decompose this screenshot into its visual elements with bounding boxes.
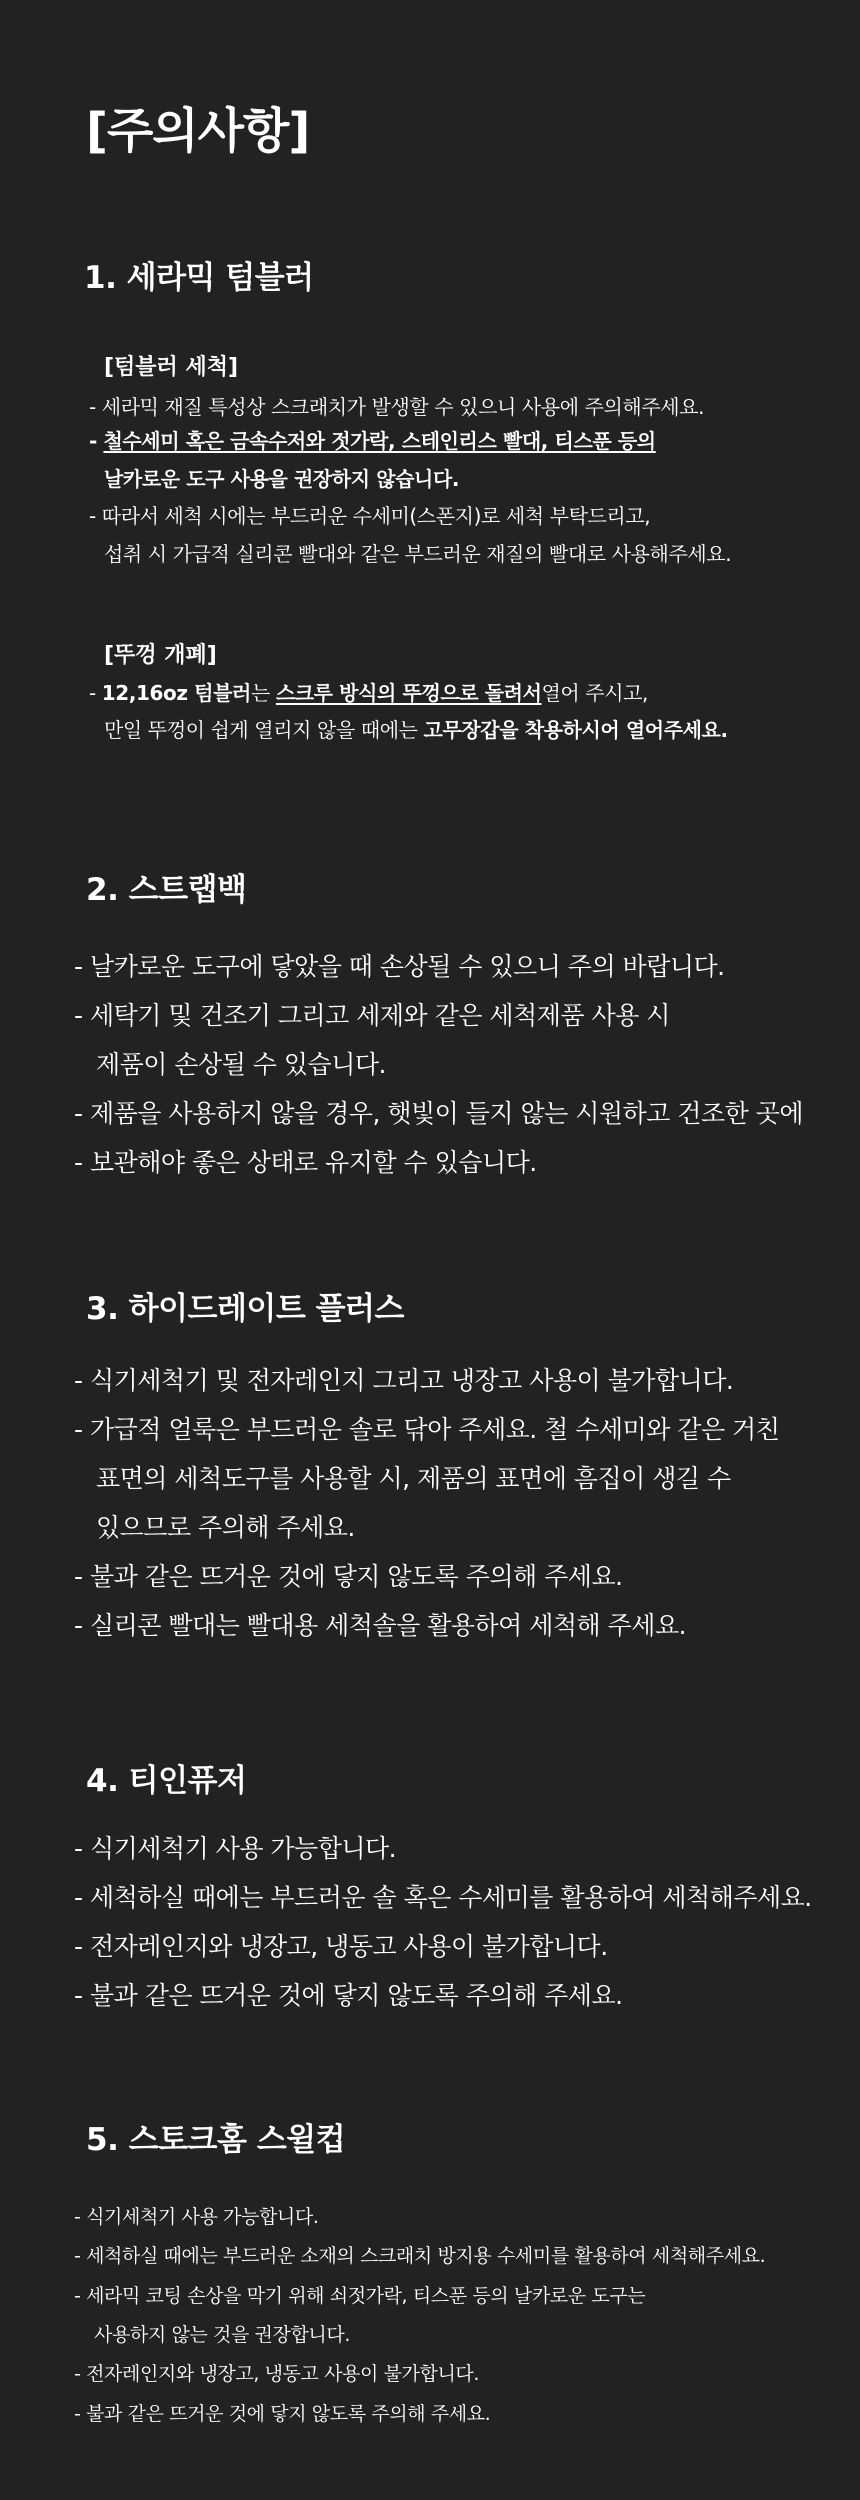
list-item: - 제품을 사용하지 않을 경우, 햇빛이 들지 않는 시원하고 건조한 곳에 (74, 1099, 803, 1128)
underlined-warning: 철수세미 혹은 금속수저와 젓가락, 스테인리스 빨대, 티스푼 등의 (103, 429, 656, 453)
text-dash: - (89, 429, 104, 453)
list-item: - 불과 같은 뜨거운 것에 닿지 않도록 주의해 주세요. (74, 2403, 491, 2425)
subheading-lid-opening: [뚜껑 개폐] (104, 643, 217, 668)
section-heading-stockholm-swirl-cup: 5. 스토크홈 스윌컵 (86, 2122, 346, 2158)
list-item: - 불과 같은 뜨거운 것에 닿지 않도록 주의해 주세요. (74, 1562, 623, 1591)
plain-text: 만일 뚜껑이 쉽게 열리지 않을 때에는 (104, 718, 424, 742)
text-line: 섭취 시 가급적 실리콘 빨대와 같은 부드러운 재질의 빨대로 사용해주세요. (104, 542, 732, 566)
text-line: - 세라믹 재질 특성상 스크래치가 발생할 수 있으니 사용에 주의해주세요. (89, 395, 705, 419)
bold-text: 고무장갑을 착용하시어 열어주세요. (423, 718, 728, 742)
list-item: 제품이 손상될 수 있습니다. (96, 1050, 386, 1079)
list-item: - 전자레인지와 냉장고, 냉동고 사용이 불가합니다. (74, 1932, 608, 1961)
section-heading-hydrate-plus: 3. 하이드레이트 플러스 (86, 1291, 404, 1327)
list-item: - 날카로운 도구에 닿았을 때 손상될 수 있으니 주의 바랍니다. (74, 952, 725, 981)
list-item: - 실리콘 빨대는 빨대용 세척솔을 활용하여 세척해 주세요. (74, 1611, 687, 1640)
text-line: - 따라서 세척 시에는 부드러운 수세미(스폰지)로 세척 부탁드리고, (89, 504, 651, 528)
section-heading-ceramic-tumbler: 1. 세라믹 텀블러 (84, 260, 314, 296)
list-item: 사용하지 않는 것을 권장합니다. (94, 2324, 350, 2346)
underlined-text: 스크루 방식의 뚜껑으로 돌려서 (275, 681, 542, 705)
list-item: - 세척하실 때에는 부드러운 소재의 스크래치 방지용 수세미를 활용하여 세척해주세요. (74, 2245, 766, 2267)
list-item: - 세라믹 코팅 손상을 막기 위해 쇠젓가락, 티스푼 등의 날카로운 도구는 (74, 2285, 646, 2307)
plain-text: 열어 주시고, (541, 681, 649, 705)
list-item: 표면의 세척도구를 사용할 시, 제품의 표면에 흠집이 생길 수 (96, 1464, 731, 1493)
section-heading-tea-infuser: 4. 티인퓨저 (86, 1763, 247, 1799)
text-line (104, 714, 728, 743)
list-item: - 전자레인지와 냉장고, 냉동고 사용이 불가합니다. (74, 2363, 480, 2385)
list-item: - 세척하실 때에는 부드러운 솔 혹은 수세미를 활용하여 세척해주세요. (74, 1883, 812, 1912)
text-line: 날카로운 도구 사용을 권장하지 않습니다. (104, 467, 460, 491)
list-item: - 불과 같은 뜨거운 것에 닿지 않도록 주의해 주세요. (74, 1981, 623, 2010)
text-line (89, 677, 648, 706)
list-item: - 보관해야 좋은 상태로 유지할 수 있습니다. (74, 1148, 537, 1177)
list-item: - 식기세척기 사용 가능합니다. (74, 2206, 319, 2228)
subheading-tumbler-wash: [텀블러 세척] (104, 355, 239, 380)
list-item: - 식기세척기 사용 가능합니다. (74, 1834, 397, 1863)
plain-text: 는 (250, 681, 276, 705)
list-item: - 식기세척기 및 전자레인지 그리고 냉장고 사용이 불가합니다. (74, 1366, 734, 1395)
bold-text: 12,16oz 텀블러 (101, 681, 251, 705)
section-heading-strap-bag: 2. 스트랩백 (86, 872, 247, 908)
list-item: 있으므로 주의해 주세요. (96, 1513, 355, 1542)
page-title: [주의사항] (86, 103, 310, 159)
list-item: - 세탁기 및 건조기 그리고 세제와 같은 세척제품 사용 시 (74, 1001, 670, 1030)
text-dash: - (89, 681, 102, 705)
text-line (89, 425, 656, 454)
list-item: - 가급적 얼룩은 부드러운 솔로 닦아 주세요. 철 수세미와 같은 거친 (74, 1415, 780, 1444)
